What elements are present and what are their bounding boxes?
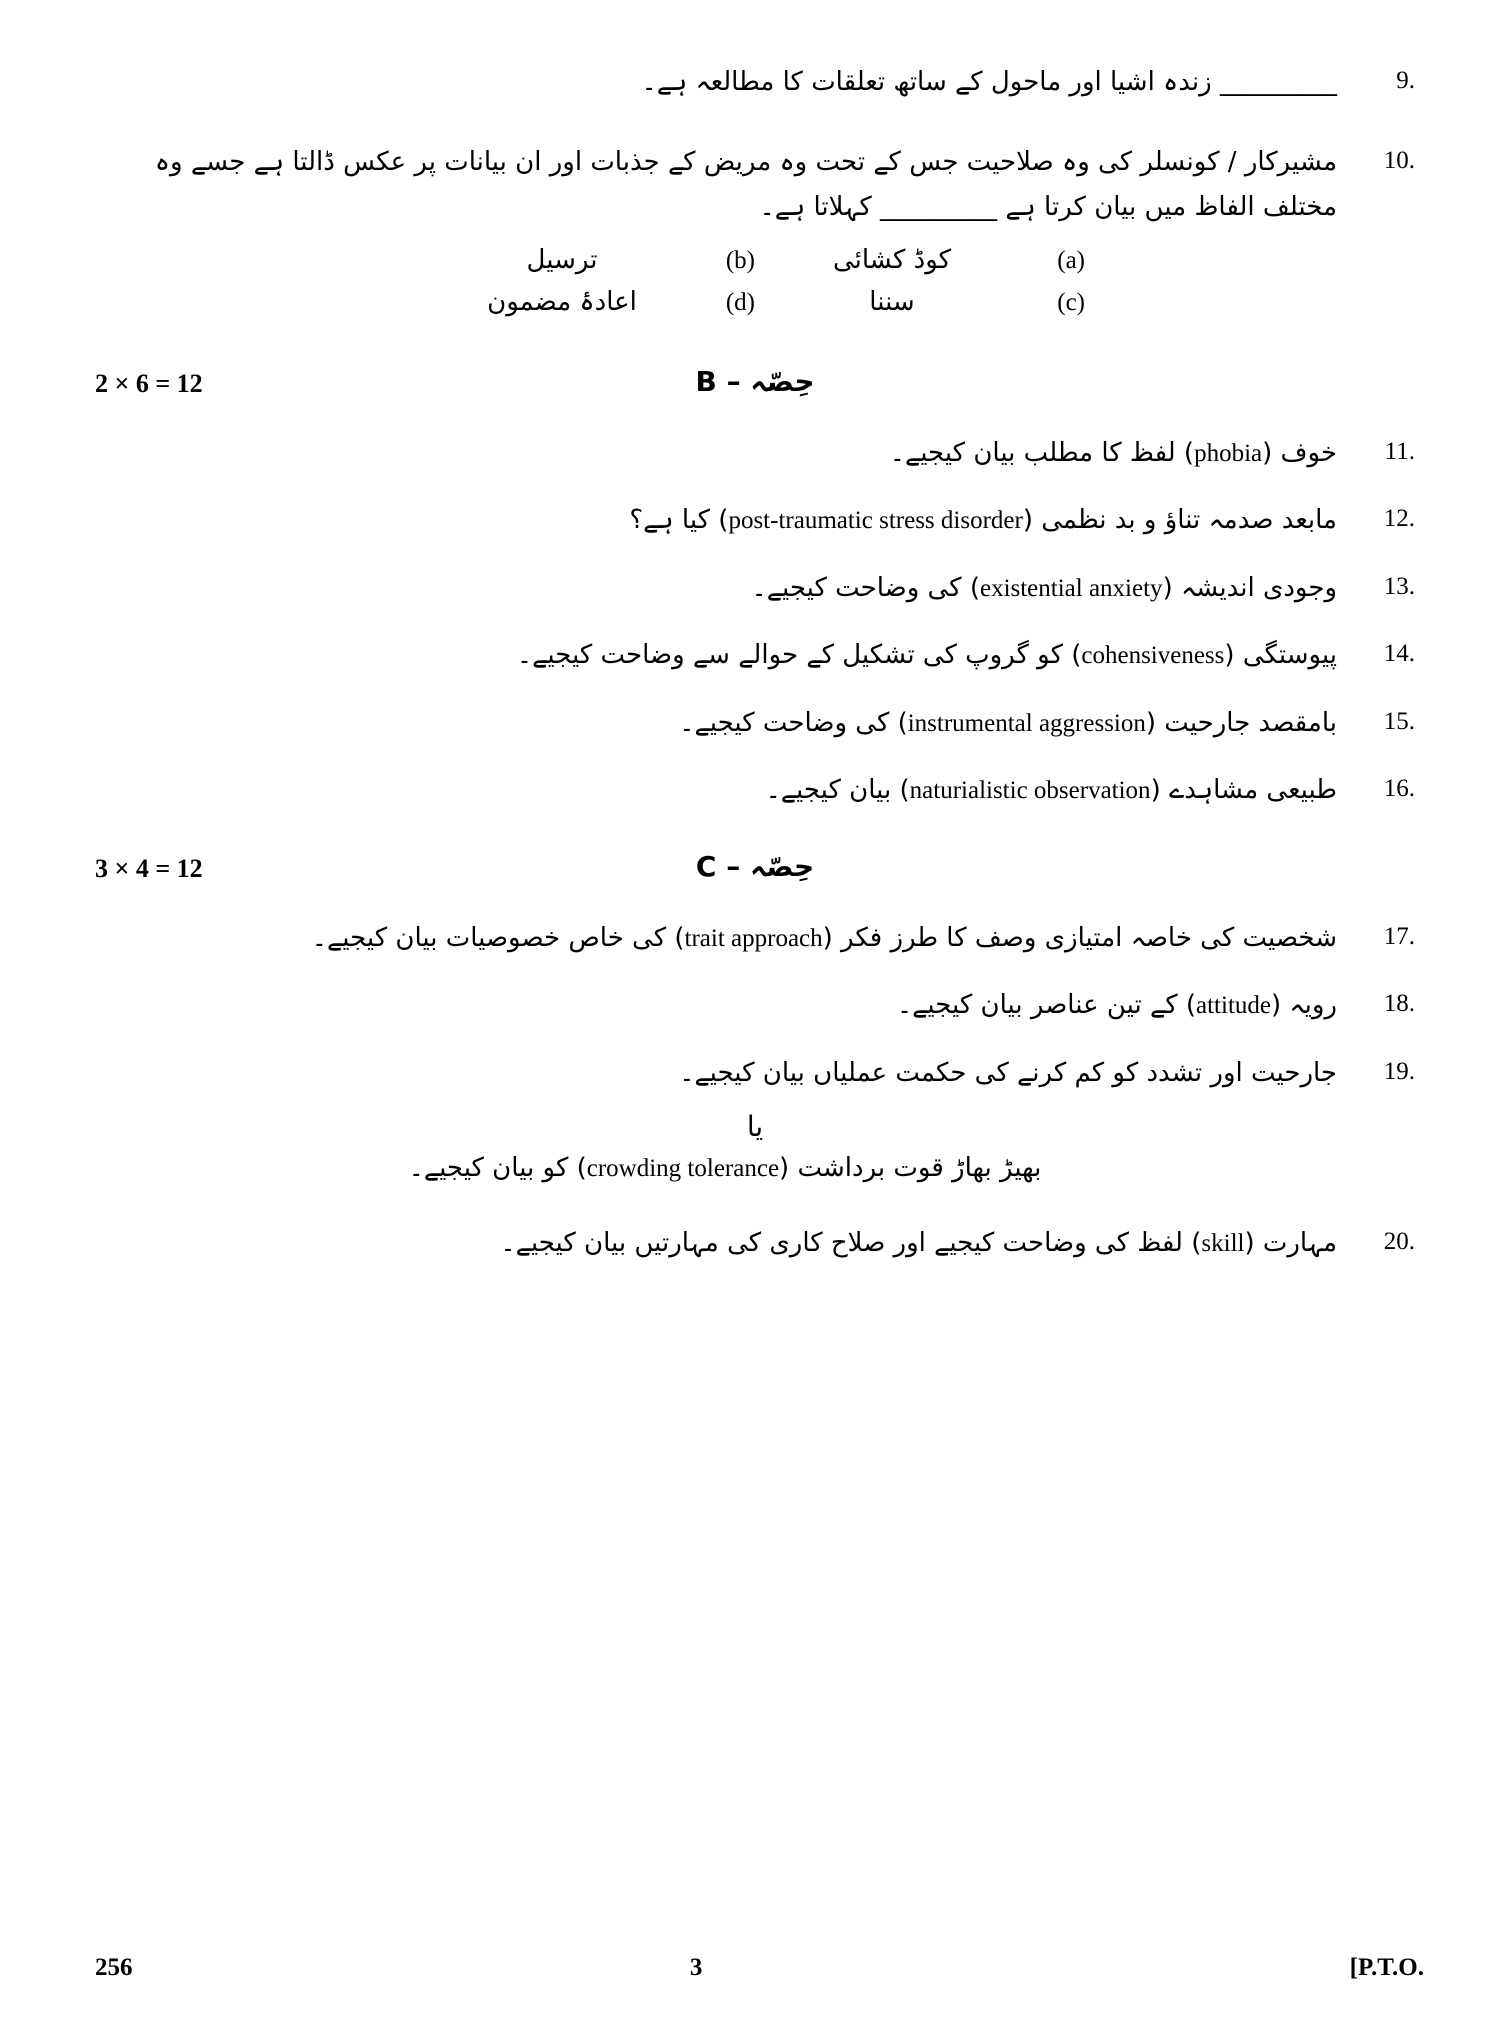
question-number: 20. xyxy=(1383,1228,1415,1255)
question-number: 9. xyxy=(1396,67,1415,94)
section-c-title: حِصّہ – C xyxy=(695,849,815,883)
question-term-latin: naturialistic observation xyxy=(909,777,1151,804)
option-row xyxy=(95,245,1415,275)
spacer xyxy=(95,1029,1415,1051)
question-number: 15. xyxy=(1383,707,1415,735)
spacer xyxy=(95,544,1415,566)
question-text-before: شخصیت کی خاصہ امتیازی وصف کا طرز فکر ( xyxy=(822,922,1337,953)
question-item xyxy=(95,60,1415,106)
question-text-after: ) کی خاص خصوصیات بیان کیجیے۔ xyxy=(311,922,685,953)
question-number: 19. xyxy=(1383,1057,1415,1085)
question-text xyxy=(95,983,1353,1029)
question-text xyxy=(95,498,1353,544)
question-text xyxy=(95,916,1353,962)
alt-term-latin: crowding tolerance xyxy=(586,1155,780,1182)
question-text xyxy=(95,566,1353,612)
question-number: 17. xyxy=(1383,922,1415,950)
question-text: مشیرکار / کونسلر کی وہ صلاحیت جس کے تحت وہ مریض کے جذبات اور ان بیانات پر عکس ڈالتا ہے جسے وہ مختلف الفاظ میں بیان کرتا ہے _________ کہلاتا ہے۔ xyxy=(154,146,1337,222)
page-number: 3 xyxy=(689,1954,703,1981)
question-text-after: ) کو گروپ کی تشکیل کے حوالے سے وضاحت کیجیے۔ xyxy=(516,640,1082,670)
spacer xyxy=(95,1187,1415,1221)
question-text-after: ) کیا ہے؟ xyxy=(629,505,729,535)
question-item xyxy=(95,498,1415,544)
section-b-marks: 2 × 6 = 12 xyxy=(95,368,203,398)
page-footer xyxy=(95,1954,1424,1982)
question-number: 14. xyxy=(1383,640,1415,667)
section-b-header xyxy=(95,364,1415,415)
question-text-after: ) کی وضاحت کیجیے۔ xyxy=(751,572,980,603)
spacer xyxy=(95,611,1415,633)
question-text-before: مابعد صدمہ تناؤ و بد نظمی ( xyxy=(1022,505,1337,535)
page-content xyxy=(95,60,1415,1267)
question-term-latin: attitude xyxy=(1196,992,1271,1019)
alt-text-after: ) کو بیان کیجیے۔ xyxy=(408,1153,587,1183)
question-number: 13. xyxy=(1383,572,1415,600)
question-term-latin: trait approach xyxy=(684,924,823,952)
question-text-before: بامقصد جارحیت ( xyxy=(1145,707,1337,738)
section-b-title: حِصّہ – B xyxy=(695,364,815,398)
spacer xyxy=(95,961,1415,983)
question-number: 10. xyxy=(1383,146,1415,174)
question-number: 16. xyxy=(1383,775,1415,802)
question-item xyxy=(95,566,1415,612)
section-c-marks: 3 × 4 = 12 xyxy=(95,853,203,883)
question-text-before: خوف ( xyxy=(1262,437,1337,468)
question-options xyxy=(95,245,1415,329)
question-number: 12. xyxy=(1383,505,1415,532)
question-item xyxy=(95,768,1415,814)
question-item xyxy=(95,431,1415,477)
question-text-after: ) بیان کیجیے۔ xyxy=(765,775,910,805)
paper-code: 256 xyxy=(95,1954,133,1981)
question-text xyxy=(95,431,1353,477)
question-text-before: وجودی اندیشہ ( xyxy=(1162,572,1337,603)
option-label: کوڈ کشائی xyxy=(832,244,952,275)
alt-text-before: بھیڑ بھاڑ قوت برداشت ( xyxy=(779,1153,1042,1183)
question-number: 18. xyxy=(1383,990,1415,1017)
question-item xyxy=(95,1051,1415,1097)
question-text-before: پیوستگی ( xyxy=(1224,640,1337,670)
question-text: جارحیت اور تشدد کو کم کرنے کی حکمت عملیاں بیان کیجیے۔ xyxy=(679,1057,1337,1088)
spacer xyxy=(95,476,1415,498)
question-term-latin: post-traumatic stress disorder xyxy=(728,507,1023,534)
question-text xyxy=(95,768,1353,814)
question-item xyxy=(95,701,1415,747)
question-text-before: رویہ ( xyxy=(1271,990,1337,1020)
question-text-after: ) لفظ کی وضاحت کیجیے اور صلاح کاری کی مہارتیں بیان کیجیے۔ xyxy=(500,1228,1202,1258)
question-text-after: ) کی وضاحت کیجیے۔ xyxy=(679,707,908,738)
question-item xyxy=(95,140,1415,231)
option-a[interactable] xyxy=(755,245,1085,275)
question-item xyxy=(95,633,1415,679)
question-term-latin: cohensiveness xyxy=(1081,642,1225,669)
option-label: اعادۂ مضمون xyxy=(487,286,637,317)
question-text-before: مہارت ( xyxy=(1244,1228,1337,1258)
option-b[interactable] xyxy=(425,245,755,275)
question-text-after: ) کے تین عناصر بیان کیجیے۔ xyxy=(896,990,1197,1020)
option-key: (c) xyxy=(1057,288,1085,316)
alternative-question-text xyxy=(95,1153,1415,1183)
option-key: (a) xyxy=(1057,246,1085,274)
spacer xyxy=(95,746,1415,768)
spacer xyxy=(95,679,1415,701)
spacer xyxy=(95,106,1415,140)
question-number: 11. xyxy=(1384,437,1415,465)
option-d[interactable] xyxy=(425,287,755,317)
question-text-after: ) لفظ کا مطلب بیان کیجیے۔ xyxy=(889,437,1195,468)
question-term-latin: instrumental aggression xyxy=(907,709,1146,737)
option-key: (d) xyxy=(725,288,755,316)
question-item xyxy=(95,1221,1415,1267)
pto-label: [P.T.O. xyxy=(1349,1954,1424,1981)
question-term-latin: existential anxiety xyxy=(979,574,1163,602)
option-key: (b) xyxy=(725,246,755,274)
question-item xyxy=(95,983,1415,1029)
question-text xyxy=(95,633,1353,679)
option-label: ترسیل xyxy=(526,244,598,275)
section-c-header xyxy=(95,849,1415,900)
question-term-latin: skill xyxy=(1201,1230,1245,1257)
option-label: سننا xyxy=(869,286,915,317)
option-row xyxy=(95,287,1415,317)
question-item xyxy=(95,916,1415,962)
option-c[interactable] xyxy=(755,287,1085,317)
question-text xyxy=(95,701,1353,747)
question-term-latin: phobia xyxy=(1194,439,1263,467)
or-separator: یا xyxy=(746,1110,764,1143)
question-text xyxy=(95,1221,1353,1267)
question-text-before: طبیعی مشاہدے ( xyxy=(1150,775,1337,805)
question-text: _________ زندہ اشیا اور ماحول کے ساتھ تعلقات کا مطالعہ ہے۔ xyxy=(641,67,1337,97)
